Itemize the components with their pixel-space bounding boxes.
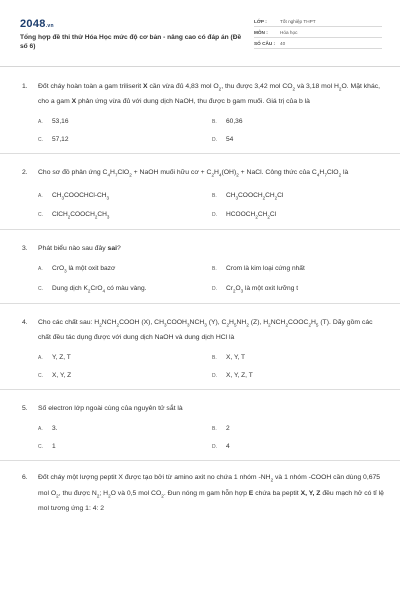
option-letter: C. (38, 137, 43, 144)
option-text: Crom là kim loại cứng nhất (226, 265, 305, 273)
option-text: $ClCH_2COOCH_2CH_3$ (52, 211, 110, 220)
option-letter: C. (38, 212, 43, 219)
option-text: $HCOOCH_2CH_2Cl$ (226, 211, 277, 220)
question-item (0, 80, 400, 154)
meta-row (254, 27, 382, 38)
option-letter: D. (212, 137, 217, 144)
answer-options (38, 424, 386, 460)
option-text: X, Y, T (226, 354, 246, 362)
option-letter: A. (38, 426, 43, 433)
answer-option[interactable] (212, 191, 386, 202)
question-list (0, 80, 400, 515)
answer-option[interactable] (38, 284, 212, 295)
page-title: Tổng hợp đề thi thử Hóa Học mức độ cơ bản - nâng cao có đáp án (Đề số 6) (20, 34, 242, 50)
site-logo[interactable]: 2048.vn (20, 18, 54, 30)
answer-option[interactable] (212, 353, 386, 363)
meta-row (254, 16, 382, 27)
option-text: $CH_3COOCHCl-CH_3$ (52, 191, 110, 201)
answer-option[interactable] (38, 135, 212, 145)
answer-option[interactable] (38, 442, 212, 452)
option-text: X, Y, Z, T (226, 372, 253, 380)
option-text: 60,36 (226, 118, 243, 126)
option-text: $Cr_2O_3$ là một oxit lưỡng t (226, 284, 299, 293)
option-text: $CH_3COOCH_2CH_2Cl$ (226, 191, 284, 201)
question-number: 6. (22, 474, 28, 482)
answer-option[interactable] (38, 191, 212, 202)
question-text: Đốt cháy một lượng peptit X được tạo bởi từ amino axit no chứa 1 nhóm $-NH_2$ và 1 nhóm -COOH cần dùng 0,675 mol $O_2$, thu được $N_2$; $H_2O$ và 0,5 mol $CO_2$. Đun nóng m gam hỗn hợp E chứa ba peptit X, Y, Z đều mạch hở có tỉ lệ mol tương ứng 1: 4: 2 (38, 474, 384, 513)
option-text: 3. (52, 425, 58, 433)
answer-option[interactable] (38, 353, 212, 363)
question-item (0, 390, 400, 461)
option-text: 2 (226, 425, 230, 433)
question-item (0, 304, 400, 390)
option-letter: C. (38, 285, 43, 292)
meta-value: Tốt nghiệp THPT (280, 18, 316, 24)
option-letter: D. (212, 212, 217, 219)
question-text: Cho sơ đồ phản ứng $C_4H_7ClO_2$ + NaOH muối hữu cơ + $C_2H_4(OH)_2$ + NaCl. Công thức của $C_4H_7ClO_2$ là (38, 169, 349, 178)
question-text: Phát biểu nào sau đây sai? (38, 245, 121, 253)
answer-options (38, 117, 386, 153)
question-number: 1. (22, 83, 28, 90)
answer-option[interactable] (38, 371, 212, 381)
option-text: CrO$_3$ là một oxit bazơ (52, 265, 116, 274)
option-text: Dung dịch $K_2CrO_4$ có màu vàng. (52, 284, 147, 293)
option-letter: C. (38, 444, 43, 451)
option-text: 54 (226, 136, 234, 144)
option-letter: B. (212, 426, 217, 433)
question-item (0, 461, 400, 515)
option-letter: B. (212, 192, 217, 199)
question-text: Đốt cháy hoàn toàn a gam triliserit X cần vừa đủ 4,83 mol $O_2$, thu được 3,42 mol $CO_2$ và 3,18 mol $H_2O$. Mặt khác, cho a gam X phản ứng vừa đủ với dung dịch NaOH, thu được b gam muối. Giá trị của b là (38, 83, 381, 106)
option-letter: B. (212, 355, 217, 362)
question-text: Cho các chất sau: $H_2NCH_2COOH$ (X), $CH_3COOH_3NCH_3$ (Y), $C_2H_5NH_2$ (Z), $H_2NCH_2COOC_2H_5$ (T). Dãy gồm các chất đều tác dụng được với dung dịch NaOH và dung dịch HCl là (38, 318, 373, 342)
answer-option[interactable] (212, 371, 386, 381)
option-letter: A. (38, 266, 43, 273)
question-number: 4. (22, 318, 28, 326)
answer-option[interactable] (38, 117, 212, 127)
meta-label: LỚP : (254, 18, 267, 24)
option-text: 57,12 (52, 136, 69, 144)
option-text: 53,16 (52, 118, 69, 126)
answer-options (38, 264, 386, 303)
option-text: 1 (52, 443, 56, 451)
meta-value: 40 (280, 40, 286, 46)
meta-value: Hóa học (280, 29, 298, 35)
answer-option[interactable] (212, 424, 386, 434)
answer-options (38, 353, 386, 389)
meta-label: SỐ CÂU : (254, 40, 276, 46)
answer-option[interactable] (212, 135, 386, 145)
question-item (0, 230, 400, 304)
option-text: 4 (226, 443, 230, 451)
header-divider (0, 66, 400, 67)
answer-option[interactable] (38, 210, 212, 221)
question-item (0, 154, 400, 230)
answer-option[interactable] (212, 284, 386, 295)
option-letter: A. (38, 119, 43, 126)
exam-header (0, 0, 400, 58)
option-letter: D. (212, 373, 217, 380)
question-number: 2. (22, 169, 28, 177)
option-letter: D. (212, 444, 217, 451)
question-number: 5. (22, 405, 28, 413)
answer-option[interactable] (212, 442, 386, 452)
option-letter: B. (212, 266, 217, 273)
answer-option[interactable] (212, 264, 386, 275)
exam-meta-table (254, 16, 382, 49)
answer-option[interactable] (38, 424, 212, 434)
option-text: Y, Z, T (52, 354, 71, 362)
option-letter: C. (38, 373, 43, 380)
answer-options (38, 191, 386, 230)
option-letter: A. (38, 355, 43, 362)
answer-option[interactable] (212, 210, 386, 221)
question-text: Số electron lớp ngoài cùng của nguyên tử sắt là (38, 405, 183, 413)
answer-option[interactable] (38, 264, 212, 275)
option-text: X, Y, Z (52, 372, 72, 380)
option-letter: B. (212, 119, 217, 126)
meta-row (254, 38, 382, 49)
option-letter: D. (212, 285, 217, 292)
option-letter: A. (38, 192, 43, 199)
meta-label: MÔN : (254, 29, 268, 35)
answer-option[interactable] (212, 117, 386, 127)
question-number: 3. (22, 245, 28, 253)
